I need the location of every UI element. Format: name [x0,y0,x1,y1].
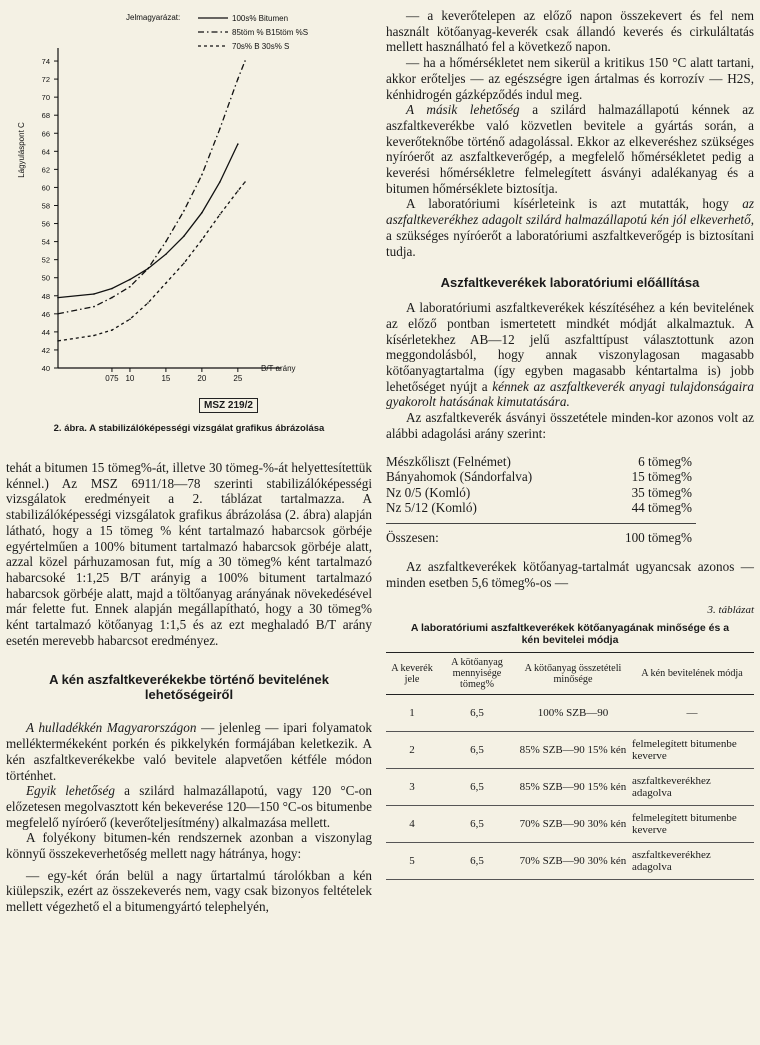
composition-row [386,485,754,501]
table-cell: 6,5 [438,843,516,880]
legend-label: 85töm % B15töm %S [232,28,309,37]
y-tick-label: 60 [41,183,50,193]
table-cell: felmelegített bitumenbe keverve [630,732,754,769]
paragraph-asvanyi: Az aszfaltkeverék ásványi összetétele minden-kor azonos volt az alábbi adagolási arány szerint: [386,410,754,441]
y-tick-label: 48 [41,291,50,301]
text-egyik: a szilárd halmazállapotú, vagy 120 °C-on előzetesen megolvasztott kén bekeverése 120—150 °C-os bitumenbe megfelelő nyíróerő (keverőteljesítmény) alkalmazása mellett. [6,783,372,830]
lead-egyik: Egyik lehetőség [26,783,115,799]
table-number: 3. táblázat [707,604,754,617]
figure-stamp [199,398,258,413]
text-ab12-italic: kénnek az aszfaltkeverék anyagi tulajdonságaira gyakorolt hatásának kimutatására. [386,378,755,410]
table-3 [386,652,754,880]
table-cell: aszfaltkeverékhez adagolva [630,769,754,806]
composition-row [386,469,754,485]
y-tick-label: 42 [41,345,50,355]
figure-2 [6,0,372,440]
data-point [165,253,167,255]
table-cell: 3 [386,769,438,806]
composition-total-name: Összesen: [386,529,439,545]
composition-total-value: 100 tömeg% [624,529,692,545]
y-tick-label: 52 [41,255,50,265]
text-kiserletek-b: , a szükséges nyíróerőt a laboratóriumi aszfaltkeverőgép is biztosítani tudja. [386,212,754,259]
table-cell: 100% SZB—90 [516,695,630,732]
legend-label: 100s% Bitumen [232,14,289,23]
left-text [6,460,372,915]
y-tick-label: 50 [41,273,50,283]
composition-list [386,454,754,546]
data-point [129,279,131,281]
paragraph-kiulepszik: — egy-két órán belül a nagy űrtartalmú tárolókban a kén kiülepszik, ezért az összekeverés nem, vagy csak bizonyos feltételek mellett végezhető el a bitumengyártó telephelyén, [6,867,372,915]
composition-name: Nz 5/12 (Komló) [386,500,477,516]
composition-value: 44 tömeg% [631,500,692,516]
data-point [111,329,113,331]
composition-divider [386,523,696,524]
y-tick-label: 56 [41,219,50,229]
table-header: A keverék jele [386,653,438,695]
softening-point-chart [6,0,372,400]
table-row [386,732,754,769]
data-point [244,60,246,62]
data-point [147,268,149,270]
data-point [183,235,185,237]
table-cell: 85% SZB—90 15% kén [516,732,630,769]
composition-value: 6 tömeg% [638,453,692,469]
data-point [129,318,131,320]
y-tick-label: 66 [41,129,50,139]
paragraph-keverotelep: — a keverőtelepen az előző napon összekevert és fel nem használt kötőanyag-keverék csak állandó keverés és cirkuláltatás mellett használható fel a következő napon. [386,8,754,55]
legend-label: 70s% B 30s% S [232,42,290,51]
y-tick-label: 40 [41,364,50,373]
paragraph-ab12 [386,300,754,410]
table-cell: 4 [386,806,438,843]
legend-title: Jelmagyarázat: [126,13,181,22]
paragraph-kotoanyag: Az aszfaltkeverékek kötőanyag-tartalmát ugyancsak azonos — minden esetben 5,6 tömeg%-os — [386,559,754,590]
section-heading-ken-bevitel: A kén aszfaltkeverékekbe történő bevitelének lehetőségeiről [49,672,329,703]
y-tick-label: 62 [41,165,50,175]
table-cell: 5 [386,843,438,880]
series-line-3 [58,182,245,341]
x-tick-label: 075 [105,374,119,383]
table-cell: 6,5 [438,732,516,769]
y-tick-label: 54 [41,237,50,247]
section-heading-laboratoriumi: Aszfaltkeverékek laboratóriumi előállítása [440,275,700,291]
data-point [111,297,113,299]
table-row [386,843,754,880]
data-point [219,181,221,183]
data-point [57,340,59,342]
paragraph-hulladekken [6,720,372,783]
table-cell: 6,5 [438,769,516,806]
table-header: A kötőanyag mennyisége tömeg% [438,653,516,695]
text-kiserletek-a: A laboratóriumi kísérleteink is azt mutatták, hogy [406,196,743,212]
table-row [386,695,754,732]
series-line-1 [58,144,238,298]
table-cell: 6,5 [438,695,516,732]
x-tick-label: 25 [233,374,243,383]
data-point [201,239,203,241]
stamp-text: MSZ 219/2 [204,400,253,411]
y-tick-label: 70 [41,93,50,103]
data-point [165,282,167,284]
composition-row [386,500,754,516]
paragraph-h2s: — ha a hőmérsékletet nem sikerül a kritikus 150 °C alatt tartani, akkor erőteljes — az egészségre igen ártalmas és korrozív — H2S, kénhidrogén gázképződés indul meg. [386,55,754,102]
y-tick-label: 68 [41,111,50,121]
data-point [244,181,246,183]
table-row [386,806,754,843]
paragraph-results: tehát a bitumen 15 tömeg%-át, illetve 30 tömeg-%-át helyettesítettük kénnel.) Az MSZ 6911/18—78 szerinti stabilizálóképességi vizsgálatok eredményeit a 2. táblázat tartalmazza. A stabilizálóképességi vizsgálatok grafikus ábrázolása (2. ábra) alapján látható, hogy a 15 tömeg % ként tartalmazó habarcsok görbéje egyértelműen a 100% bitument tartalmazó habarcsok görbéje alatt, azzal közel párhuzamosan fut, míg a 30 tömeg% ként tartalmazó habarcsoké 1:1,25 B/T arányig a 100% bitument tartalmazó habarcsok görbéje alatt, majd a töltőanyag arányának növekedésével már felette fut. Ennek alapján megállapítható, hogy a 30 tömeg% ként tartalmazó kötőanyag 1:1,5 és az ezt meghaladó B/T arány esetén merevebb habarcsot eredményez. [6,460,372,648]
y-tick-label: 46 [41,309,50,319]
composition-name: Mészkőliszt (Felnémet) [386,453,511,469]
composition-value: 15 tömeg% [631,469,692,485]
data-point [183,262,185,264]
x-tick-label: 10 [125,374,135,383]
y-tick-label: 72 [41,75,50,85]
text-masik: a szilárd halmazállapotú kénnek az aszfaltkeverékbe való közvetlen bevitele a gyártás során, a keverőteknőbe történő adagolással. Ekkor az elkeveréshez szükséges nyíróerőt az aszfaltkeverőgép, a megfelelő hőmérsékletet pedig a keverési hőmérsékletre felmelegített ásványi adalékanyag és a bitumen hőmérséklete biztosítja. [386,102,754,196]
composition-name: Nz 0/5 (Komló) [386,484,471,500]
data-point [93,306,95,308]
table-header: A kötőanyag összetételi minősége [516,653,630,695]
y-axis-label: Lágyuláspont C [17,122,26,178]
data-point [237,143,239,145]
composition-name: Bányahomok (Sándorfalva) [386,469,533,485]
lead-hulladekken: A hulladékkén Magyarországon [26,720,197,736]
data-point [237,190,239,192]
table-header-row [386,653,754,695]
paragraph-masik-lehetoseg [386,102,754,196]
composition-row [386,454,754,470]
data-point [201,212,203,214]
x-axis-label: B/T arány [261,364,296,373]
data-point [93,293,95,295]
data-point [129,286,131,288]
text-hulladekken: — jelenleg — ipari folyamatok melléktermékeként porkén és pikkelykén formájában keletkezik. A kén aszfaltkeverékekbe való bevitele alapvetően kétféle módon történhet. [6,720,373,783]
data-point [147,302,149,304]
table-cell: 1 [386,695,438,732]
paragraph-egyik-lehetoseg [6,783,372,830]
data-point [183,210,185,212]
table-cell: 70% SZB—90 30% kén [516,806,630,843]
text-kiserletek-italic: az aszfaltkeverékhez adagolt szilárd halmazállapotú kén jól elkeverhető [386,196,754,228]
table-cell: 6,5 [438,806,516,843]
data-point [57,313,59,315]
table-title: A laboratóriumi aszfaltkeverékek kötőanyagának minősége és a kén bevitelei módja [410,622,730,647]
table-row [386,769,754,806]
data-point [201,174,203,176]
data-point [111,288,113,290]
table-cell: felmelegített bitumenbe keverve [630,806,754,843]
figure-caption: 2. ábra. A stabilizálóképességi vizsgálat grafikus ábrázolása [53,423,325,434]
y-tick-label: 44 [41,327,50,337]
table-header: A kén bevitelének módja [630,653,754,695]
x-tick-label: 15 [161,374,171,383]
y-tick-label: 58 [41,201,50,211]
y-tick-label: 64 [41,147,50,157]
paragraph-kiserletek [386,196,754,259]
data-point [93,335,95,337]
composition-value: 35 tömeg% [631,484,692,500]
table-cell: — [630,695,754,732]
table-cell: 2 [386,732,438,769]
data-point [219,128,221,130]
data-point [219,214,221,216]
table-cell: aszfaltkeverékhez adagolva [630,843,754,880]
table-cell: 70% SZB—90 30% kén [516,843,630,880]
right-column [386,8,754,880]
x-tick-label: 20 [197,374,207,383]
composition-total-row [386,530,754,546]
paragraph-hatrany: A folyékony bitumen-kén rendszernek azonban a viszonylag könnyű összekeverhetőség mellett nagy hátránya, hogy: [6,830,372,862]
data-point [57,297,59,299]
data-point [237,78,239,80]
text-ab12: A laboratóriumi aszfaltkeverékek készítéséhez a kén bevitelének az előző pontban ismertetett mindkét módját alkalmaztuk. A kísérletekhez AB—12 jelű aszfalttípust választottunk azon meggondolásból, hogy annak viszonylagosan magasabb kötőanyagtartalma (így egyben magasabb kéntartalma is) jobb lehetőséget nyújt a [386,300,754,394]
y-tick-label: 74 [41,57,50,67]
lead-masik: A másik lehetőség [406,102,520,118]
table-cell: 85% SZB—90 15% kén [516,769,630,806]
data-point [165,241,167,243]
